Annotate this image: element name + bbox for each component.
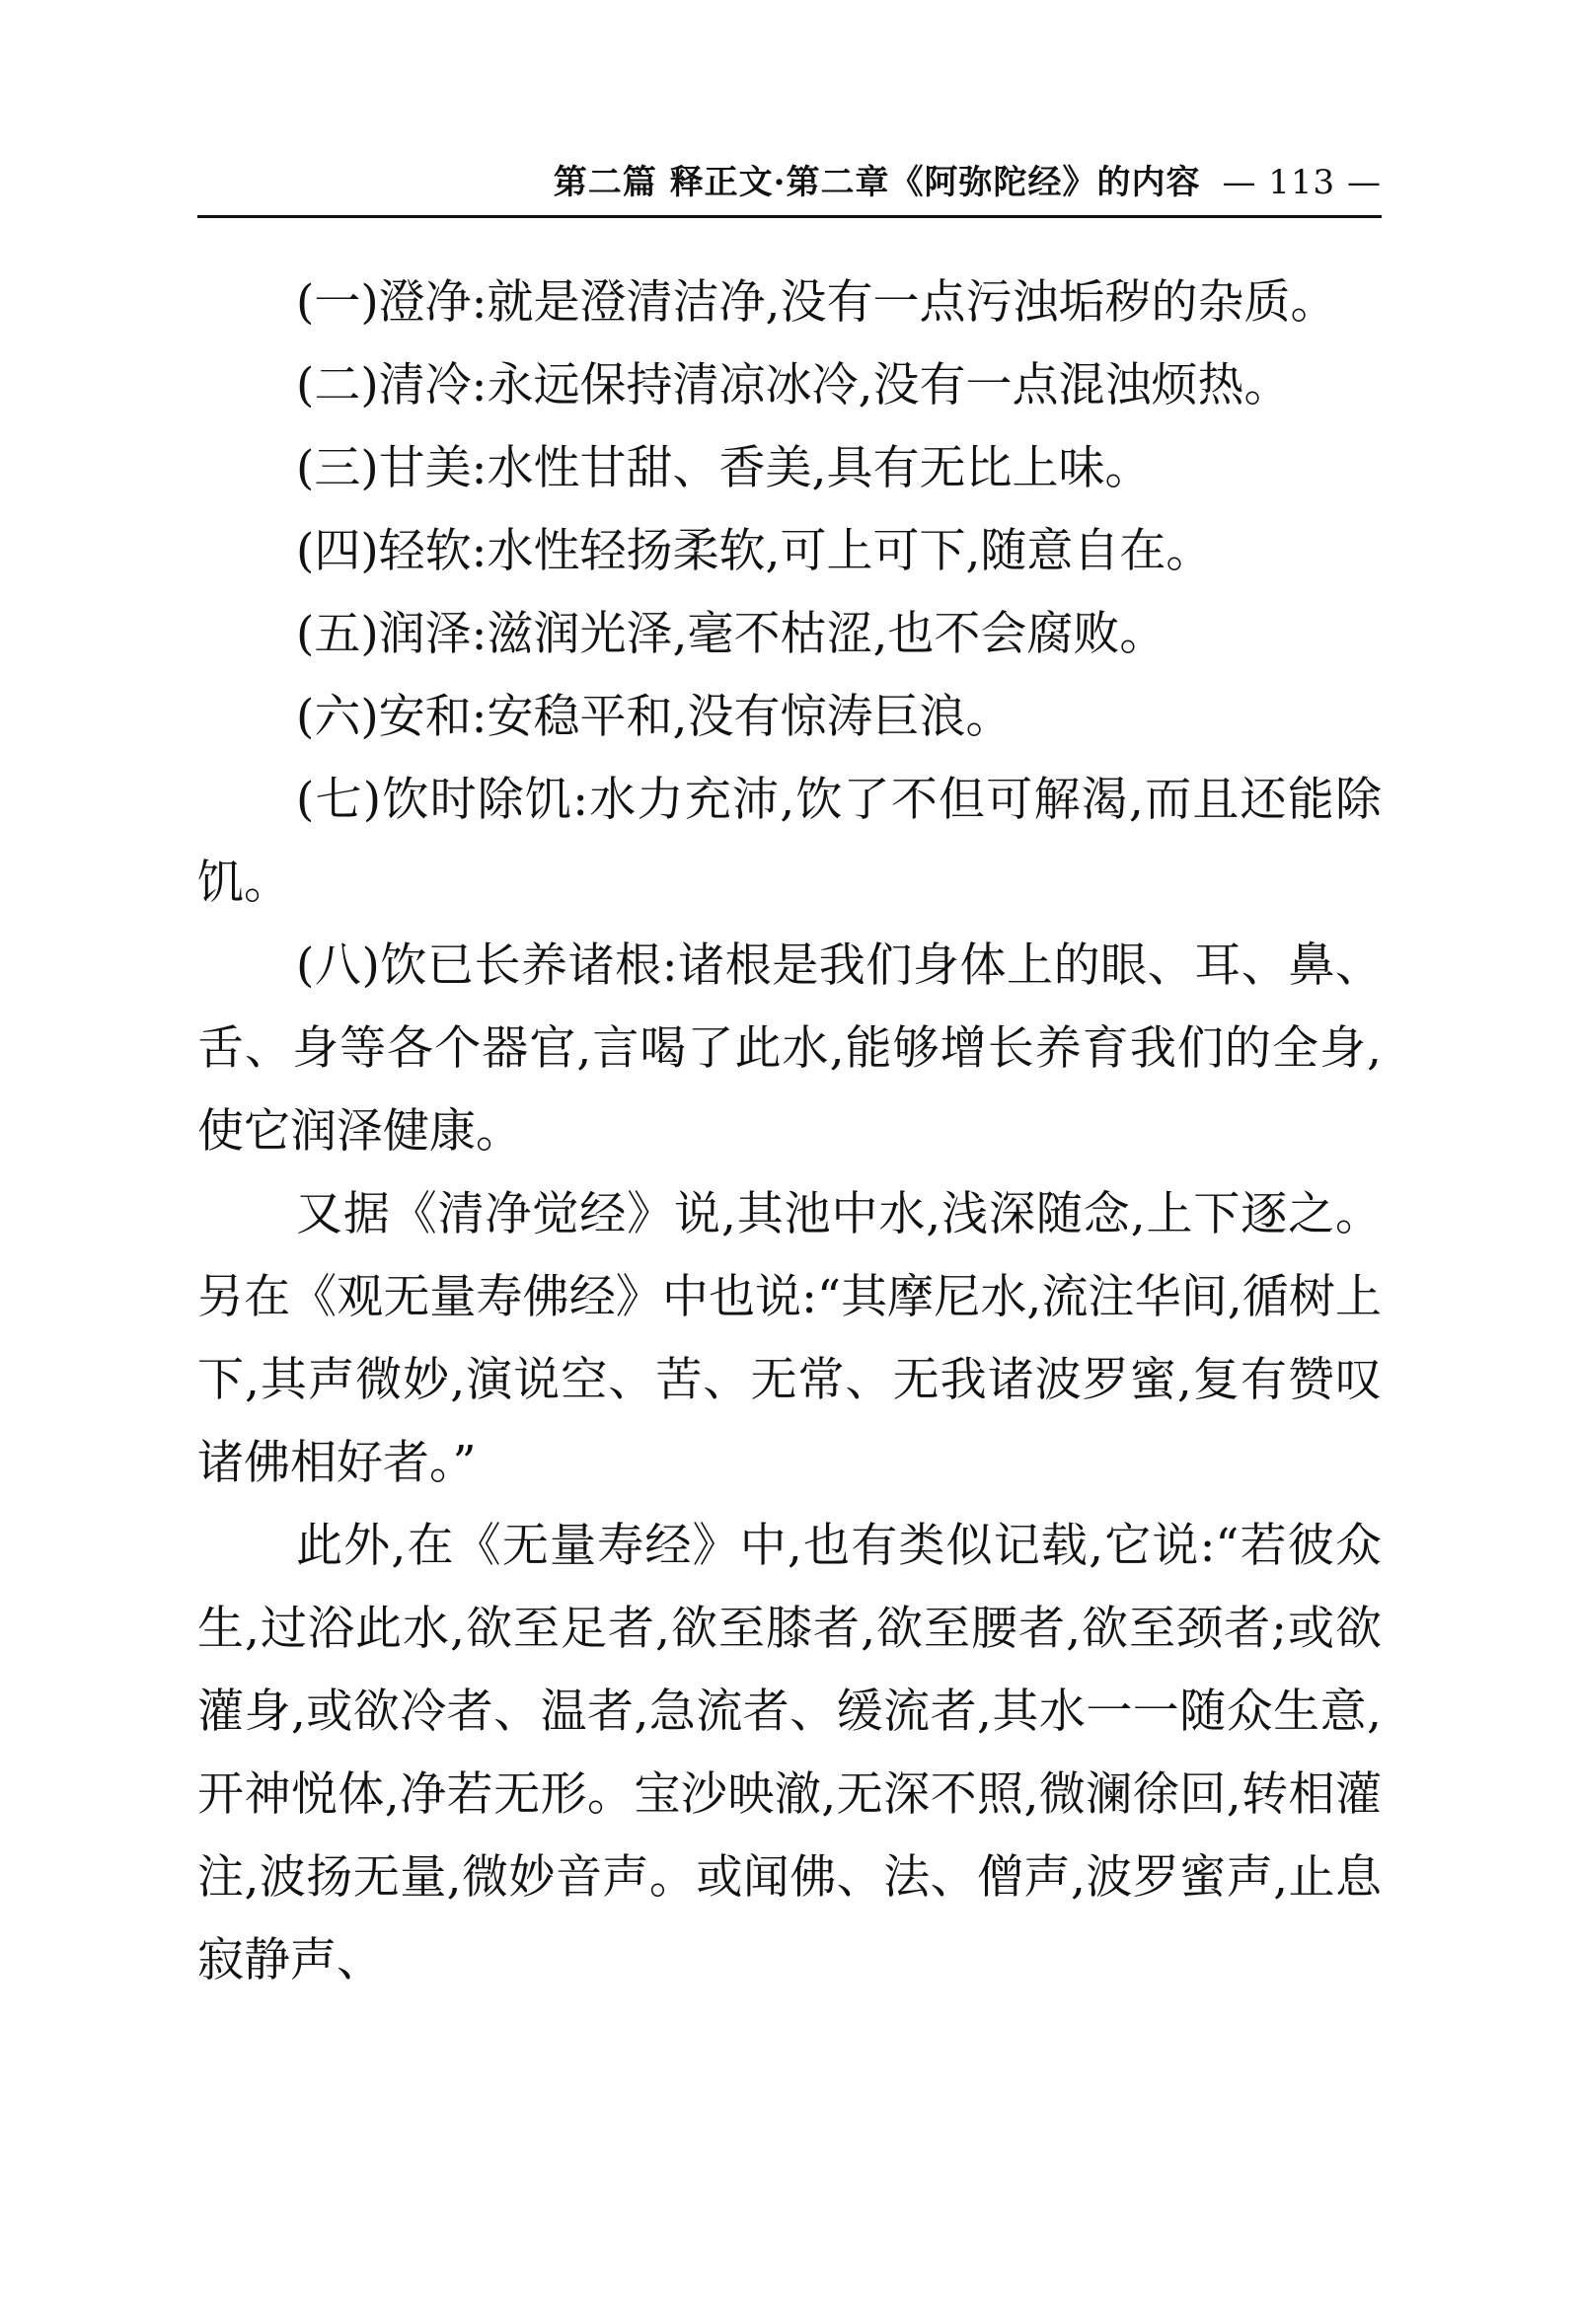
page-number: — 113 — (1222, 163, 1382, 202)
body-text (197, 262, 1382, 2002)
chapter-title: 第二篇 释正文·第二章《阿弥陀经》的内容 (553, 163, 1201, 202)
list-item-3: (三)甘美:水性甘甜、香美,具有无比上味。 (296, 441, 1152, 495)
list-item-4: (四)轻软:水性轻扬柔软,可上可下,随意自在。 (296, 524, 1213, 578)
list-item-6: (六)安和:安稳平和,没有惊涛巨浪。 (296, 690, 1013, 744)
paragraph-qingjingjue: 又据《清净觉经》说,其池中水,浅深随念,上下逐之。另在《观无量寿佛经》中也说:“其摩尼水,流注华间,循树上下,其声微妙,演说空、苦、无常、无我诸波罗蜜,复有赞叹诸佛相好者。” (197, 1187, 1382, 1490)
list-item-7: (七)饮时除饥:水力充沛,饮了不但可解渴,而且还能除饥。 (197, 773, 1382, 910)
list-item-2: (二)清冷:永远保持清凉冰冷,没有一点混浊烦热。 (296, 358, 1291, 412)
list-item-5: (五)润泽:滋润光泽,毫不枯涩,也不会腐败。 (296, 607, 1166, 661)
list-item-1: (一)澄净:就是澄清洁净,没有一点污浊垢秽的杂质。 (296, 275, 1337, 330)
running-header (197, 158, 1382, 207)
list-item-8: (八)饮已长养诸根:诸根是我们身体上的眼、耳、鼻、舌、身等各个器官,言喝了此水,能够增长养育我们的全身,使它润泽健康。 (197, 938, 1382, 1159)
paragraph-wuliangshou: 此外,在《无量寿经》中,也有类似记载,它说:“若彼众生,过浴此水,欲至足者,欲至膝者,欲至腰者,欲至颈者;或欲灌身,或欲冷者、温者,急流者、缓流者,其水一一随众生意,开神悦体,净若无形。宝沙映澈,无深不照,微澜徐回,转相灌注,波扬无量,微妙音声。或闻佛、法、僧声,波罗蜜声,止息寂静声、 (197, 1519, 1382, 1987)
header-rule (197, 215, 1382, 218)
